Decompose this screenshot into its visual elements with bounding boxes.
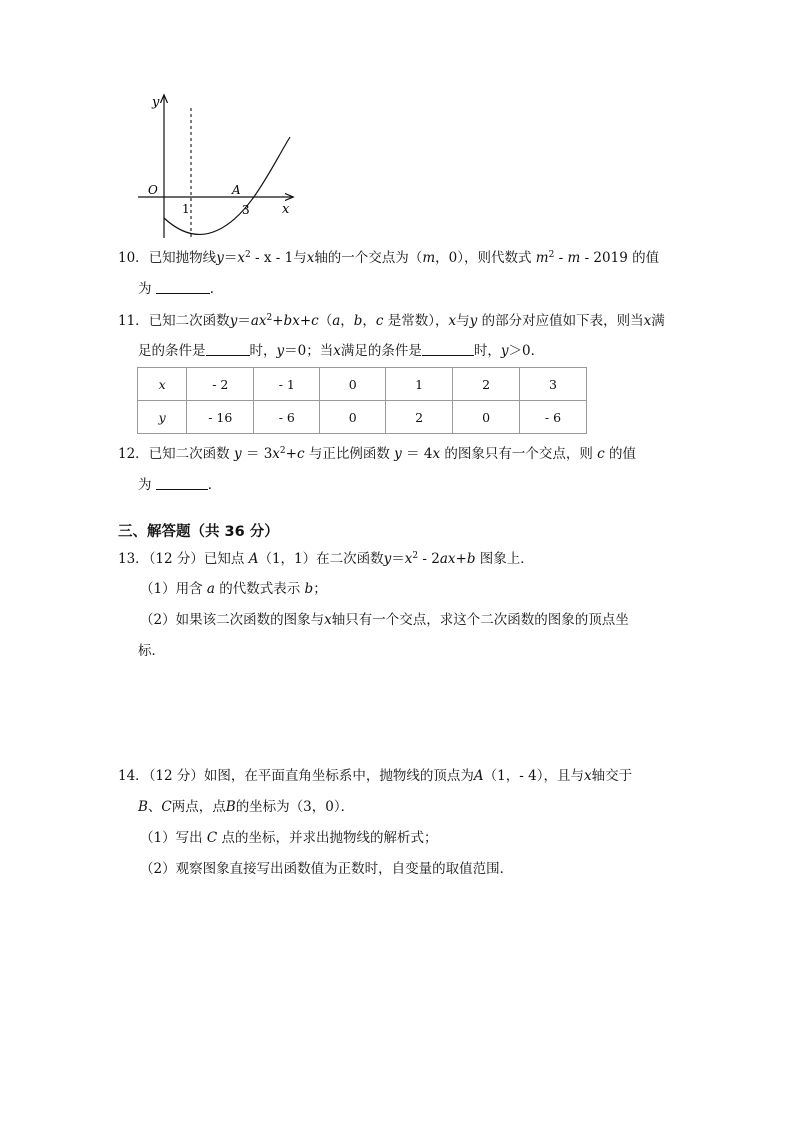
- question-number: 12．: [118, 446, 149, 462]
- q11-text: 满: [651, 313, 665, 329]
- equals: ＝ 3: [241, 446, 273, 462]
- var-y: y: [469, 313, 478, 329]
- var-m: m: [567, 250, 581, 266]
- var-ax: ax: [439, 551, 456, 567]
- question-number: 13．: [118, 551, 149, 567]
- q12-text: 为: [138, 477, 156, 493]
- var-y: y: [216, 250, 224, 266]
- expr: - 2: [418, 551, 440, 567]
- equals: ＝ 4: [401, 446, 433, 462]
- var-B: B: [138, 799, 148, 815]
- question-11: [118, 310, 665, 332]
- var-y: y: [229, 313, 238, 329]
- answer-blank[interactable]: [156, 281, 210, 294]
- q14-text: 的坐标为（3，0）．: [235, 799, 355, 815]
- var-x: x: [237, 250, 245, 266]
- paren: （: [318, 313, 333, 329]
- q14-text: 两点，点: [171, 799, 226, 815]
- question-11-line-2: [138, 340, 544, 362]
- q14-text: （1，- 4），且与: [483, 768, 584, 784]
- question-14-part-2: [140, 858, 513, 880]
- answer-blank-1[interactable]: [206, 343, 250, 356]
- var-y: y: [394, 446, 402, 462]
- q13-text: （1，1）在二次函数: [258, 551, 384, 567]
- tick-label-1: 1: [182, 202, 190, 216]
- plus: +: [299, 313, 312, 329]
- plus: +: [272, 313, 284, 329]
- equals: ＝: [223, 250, 238, 266]
- q12-text: 的图象只有一个交点，则: [440, 446, 598, 462]
- question-number: 10．: [118, 250, 149, 266]
- question-13-part-2: [140, 609, 629, 631]
- q10-text: 轴的一个交点为（: [314, 250, 423, 266]
- q11-text: 已知二次函数: [148, 313, 230, 329]
- table-cell: 0: [320, 368, 386, 401]
- var-A: A: [473, 768, 484, 784]
- question-12: [118, 443, 636, 465]
- var-x: x: [272, 446, 280, 462]
- question-number: 11．: [118, 313, 149, 329]
- q13-text: （12 分）已知点: [148, 551, 249, 567]
- question-13-part-2-line-2: [138, 640, 165, 662]
- q11-text: 与: [456, 313, 470, 329]
- exponent: 2: [244, 250, 251, 260]
- var-x: x: [583, 768, 592, 784]
- var-b: b: [353, 313, 363, 329]
- table-cell: 3: [520, 368, 587, 401]
- q10-text: 已知抛物线: [148, 250, 217, 266]
- question-12-line-2: [138, 474, 221, 496]
- q11-text: ＞0．: [508, 343, 545, 359]
- origin-label: O: [148, 183, 158, 197]
- var-y: y: [233, 446, 242, 462]
- q10-text: - 2019 的值: [580, 250, 660, 266]
- equals: ＝: [237, 313, 251, 329]
- var-y: y: [276, 343, 285, 359]
- equals: ＝: [391, 551, 405, 567]
- x-axis-label: x: [282, 202, 290, 217]
- table-cell: - 16: [187, 401, 254, 434]
- table-header-y: y: [138, 401, 187, 434]
- plus: +: [455, 551, 467, 567]
- q10-text: 与: [293, 250, 307, 266]
- question-number: 14．: [118, 768, 149, 784]
- question-10-line-2: [138, 278, 223, 300]
- var-bx: bx: [283, 313, 300, 329]
- table-row-y: [138, 401, 587, 434]
- exponent: 2: [412, 551, 419, 561]
- plus: +: [285, 446, 297, 462]
- q13-text: 图象上．: [475, 551, 534, 567]
- q11-text: 时，: [473, 343, 501, 359]
- var-b: b: [466, 551, 476, 567]
- q13-text: 标．: [138, 643, 165, 659]
- var-x: x: [404, 551, 413, 567]
- parabola-curve: [164, 137, 290, 234]
- exponent: 2: [279, 446, 286, 456]
- question-14: [118, 765, 632, 787]
- q11-text: 满足的条件是: [340, 343, 422, 359]
- var-b: b: [304, 581, 314, 597]
- q12-text: 与正比例函数: [304, 446, 395, 462]
- expr: - x - 1: [250, 250, 294, 266]
- q14-text: （12 分）如图，在平面直角坐标系中，抛物线的顶点为: [148, 768, 474, 784]
- q14-text: 轴交于: [591, 768, 633, 784]
- table-cell: 2: [453, 368, 520, 401]
- q12-text: 已知二次函数: [148, 446, 234, 462]
- var-x: x: [448, 313, 457, 329]
- question-14-line-2: [138, 796, 354, 818]
- point-a-label: A: [232, 183, 241, 197]
- var-x: x: [643, 313, 652, 329]
- value-table: [137, 367, 587, 434]
- y-axis-label: y: [152, 95, 160, 110]
- section-title: 三、解答题（共 36 分）: [118, 524, 279, 540]
- q12-text: ．: [207, 477, 222, 493]
- q13-text: （2）如果该二次函数的图象与: [140, 612, 325, 628]
- var-a: a: [332, 313, 341, 329]
- table-cell: - 6: [254, 401, 320, 434]
- q13-text: （1）用含: [140, 581, 207, 597]
- var-x: x: [432, 446, 441, 462]
- q11-text: 的部分对应值如下表，则当: [477, 313, 644, 329]
- tick-label-3: 3: [242, 203, 250, 217]
- exponent: 2: [548, 250, 555, 260]
- var-A: A: [248, 551, 259, 567]
- q13-text: ；: [313, 581, 327, 597]
- var-m: m: [535, 250, 549, 266]
- var-c: c: [375, 313, 384, 329]
- q14-text: 、: [147, 799, 162, 815]
- answer-blank[interactable]: [156, 477, 208, 490]
- var-y: y: [500, 343, 509, 359]
- q12-text: 的值: [604, 446, 637, 462]
- q13-text: 轴只有一个交点，求这个二次函数的图象的顶点坐: [331, 612, 629, 628]
- var-y: y: [383, 551, 392, 567]
- table-cell: - 6: [520, 401, 587, 434]
- expr: -: [554, 250, 568, 266]
- var-c: c: [597, 446, 605, 462]
- q10-text: 为: [138, 281, 156, 297]
- table-cell: 0: [453, 401, 520, 434]
- q13-text: 的代数式表示: [214, 581, 305, 597]
- question-13-part-1: [140, 578, 327, 600]
- table-row-x: [138, 368, 587, 401]
- q11-text: 足的条件是: [138, 343, 206, 359]
- var-x: x: [324, 612, 332, 628]
- q14-text: （2）观察图象直接写出函数值为正数时，自变量的取值范围．: [140, 861, 514, 877]
- q14-text: （1）写出: [140, 830, 207, 846]
- question-10: [118, 247, 659, 269]
- question-14-part-1: [140, 827, 438, 849]
- var-a: a: [206, 581, 215, 597]
- var-C: C: [206, 830, 218, 846]
- table-cell: 2: [386, 401, 453, 434]
- var-m: m: [422, 250, 436, 266]
- var-c: c: [311, 313, 319, 329]
- var-C: C: [161, 799, 172, 815]
- exponent: 2: [266, 313, 273, 323]
- q11-text: 时，: [249, 343, 277, 359]
- question-13: [118, 548, 534, 570]
- table-header-x: x: [138, 368, 187, 401]
- comma: ，: [340, 313, 354, 329]
- comma: ，: [362, 313, 376, 329]
- table-cell: 0: [320, 401, 386, 434]
- q10-text: ．: [209, 281, 224, 297]
- q14-text: 点的坐标，并求出抛物线的解析式；: [217, 830, 438, 846]
- q10-text: ，0），则代数式: [435, 250, 536, 266]
- q11-text: ＝0；当: [284, 343, 334, 359]
- table-cell: - 2: [187, 368, 254, 401]
- var-B: B: [225, 799, 236, 815]
- q11-text: 是常数），: [383, 313, 449, 329]
- var-c: c: [296, 446, 305, 462]
- var-x: x: [306, 250, 315, 266]
- answer-blank-2[interactable]: [422, 343, 474, 356]
- parabola-graph: [130, 90, 300, 245]
- table-cell: - 1: [254, 368, 320, 401]
- var-ax: ax: [250, 313, 267, 329]
- table-cell: 1: [386, 368, 453, 401]
- var-x: x: [333, 343, 341, 359]
